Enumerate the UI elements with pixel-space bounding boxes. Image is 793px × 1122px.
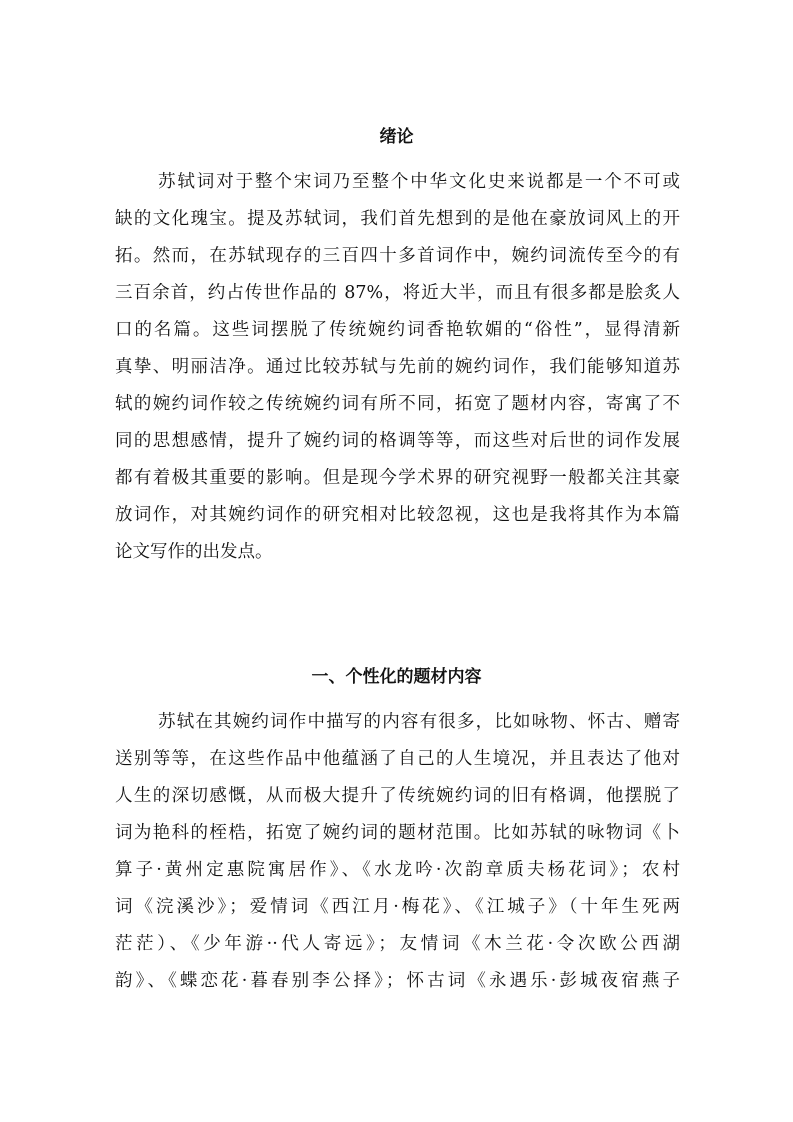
section1-line-7: 茫茫）、《少年游··代人寄远》；友情词《木兰花·令次欧公西湖 <box>115 934 680 954</box>
intro-line-6: 真挚、明丽洁净。通过比较苏轼与先前的婉约词作，我们能够知道苏 <box>115 357 680 377</box>
intro-heading: 绪论 <box>379 127 414 147</box>
section1-line-4: 词为艳科的桎梏，拓宽了婉约词的题材范围。比如苏轼的咏物词《卜 <box>115 823 680 843</box>
intro-line-11: 论文写作的出发点。 <box>115 542 273 562</box>
intro-line-5: 口的名篇。这些词摆脱了传统婉约词香艳软媚的“俗性”，显得清新 <box>115 320 680 340</box>
intro-line-7: 轼的婉约词作较之传统婉约词有所不同，拓宽了题材内容，寄寓了不 <box>115 394 680 414</box>
section1-heading: 一、个性化的题材内容 <box>311 667 482 687</box>
section1-line-8: 韵》、《蝶恋花·暮春别李公择》；怀古词《永遇乐·彭城夜宿燕子 <box>115 971 680 991</box>
section1-line-5: 算子·黄州定惠院寓居作》、《水龙吟·次韵章质夫杨花词》；农村 <box>115 860 680 880</box>
intro-line-2: 缺的文化瑰宝。提及苏轼词，我们首先想到的是他在豪放词风上的开 <box>115 209 680 229</box>
section1-line-1: 苏轼在其婉约词作中描写的内容有很多，比如咏物、怀古、赠寄 <box>158 712 680 732</box>
intro-line-8: 同的思想感情，提升了婉约词的格调等等，而这些对后世的词作发展 <box>115 431 680 451</box>
intro-line-1: 苏轼词对于整个宋词乃至整个中华文化史来说都是一个不可或 <box>158 172 680 192</box>
intro-line-3: 拓。然而，在苏轼现存的三百四十多首词作中，婉约词流传至今的有 <box>115 246 680 266</box>
intro-line-9: 都有着极其重要的影响。但是现今学术界的研究视野一般都关注其豪 <box>115 468 680 488</box>
section1-line-6: 词《浣溪沙》；爱情词《西江月·梅花》、《江城子》（十年生死两 <box>115 897 680 917</box>
section1-line-3: 人生的深切感慨，从而极大提升了传统婉约词的旧有格调，他摆脱了 <box>115 786 680 806</box>
intro-line-10: 放词作，对其婉约词作的研究相对比较忽视，这也是我将其作为本篇 <box>115 505 680 525</box>
intro-line-4: 三百余首，约占传世作品的 87%，将近大半，而且有很多都是脍炙人 <box>115 283 680 303</box>
section1-line-2: 送别等等，在这些作品中他蕴涵了自己的人生境况，并且表达了他对 <box>115 749 680 769</box>
